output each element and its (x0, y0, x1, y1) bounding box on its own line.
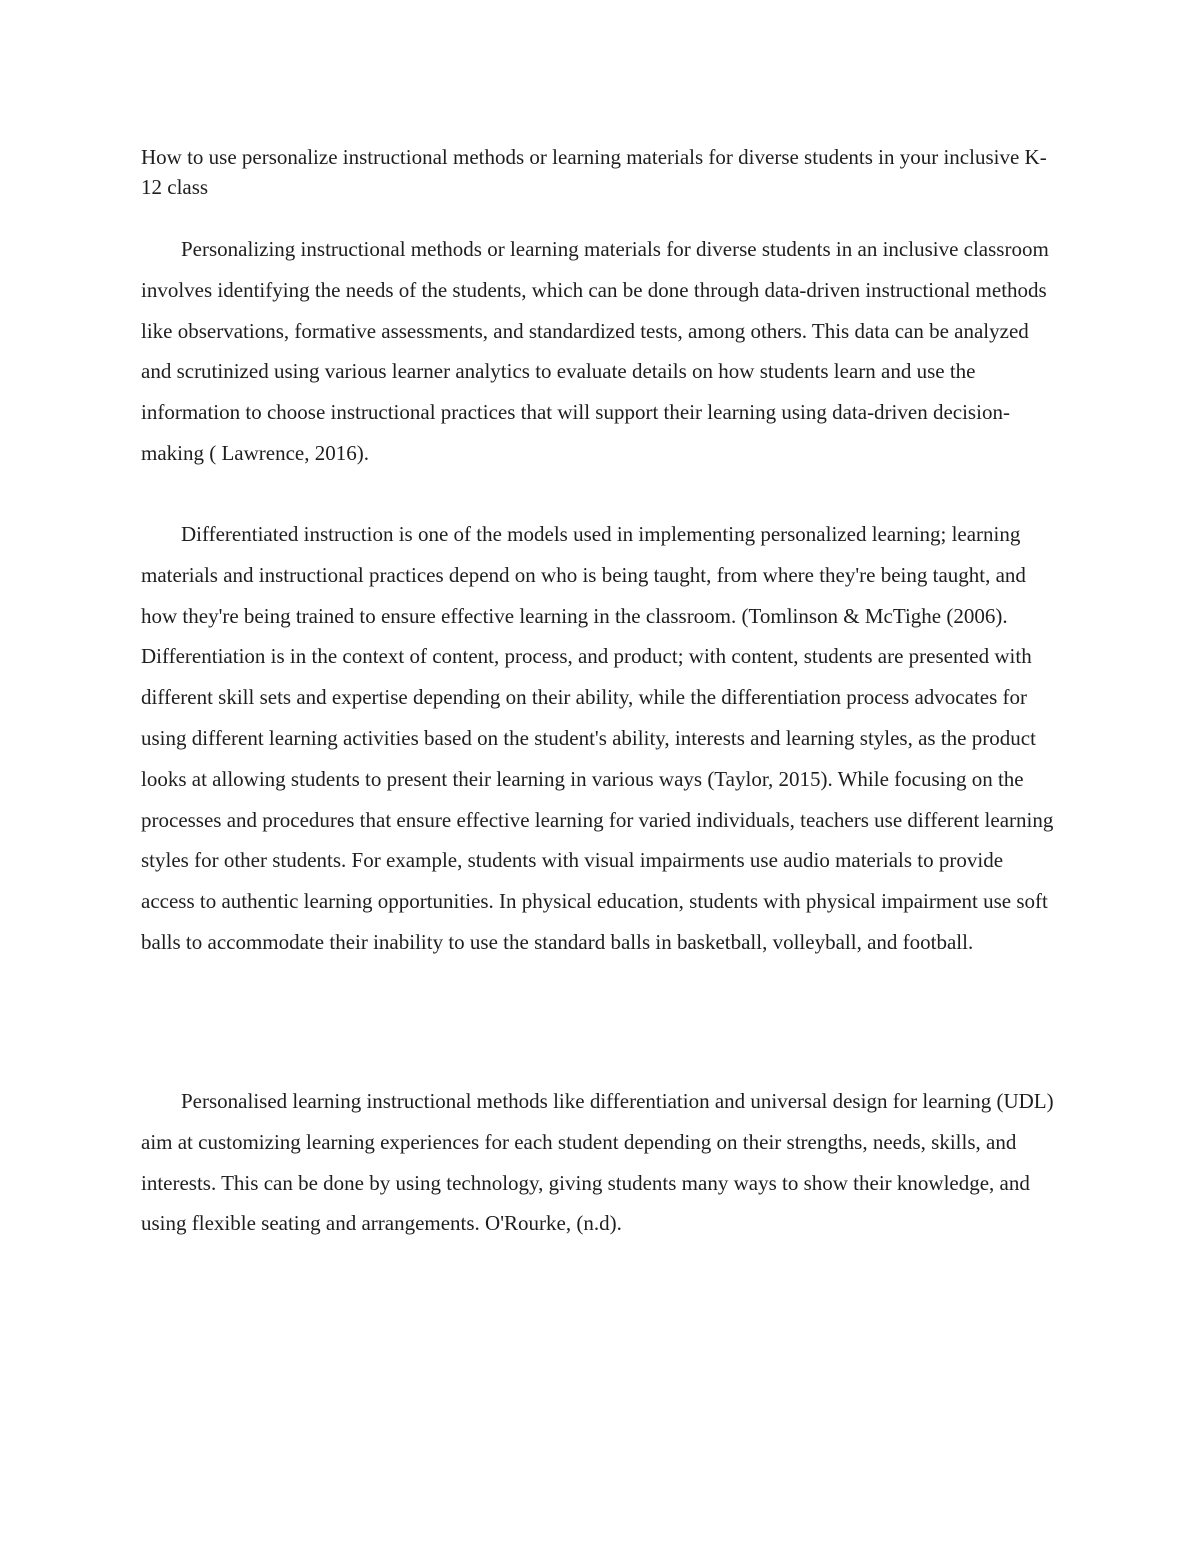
document-title: How to use personalize instructional methods or learning materials for diverse students in your inclusive K-12 class (141, 145, 1047, 199)
body-paragraph-2: Differentiated instruction is one of the models used in implementing personalized learning; learning materials and instructional practices depend on who is being taught, from where they're being taught, and how they're being trained to ensure effective learning in the classroom. (Tomlinson & McTighe (2006). Differentiation is in the context of content, process, and product; with content, students are presented with different skill sets and expertise depending on their ability, while the differentiation process advocates for using different learning activities based on the student's ability, interests and learning styles, as the product looks at allowing students to present their learning in various ways (Taylor, 2015). While focusing on the processes and procedures that ensure effective learning for varied individuals, teachers use different learning styles for other students. For example, students with visual impairments use audio materials to provide access to authentic learning opportunities. In physical education, students with physical impairment use soft balls to accommodate their inability to use the standard balls in basketball, volleyball, and football. (141, 522, 1054, 954)
body-paragraph-3: Personalised learning instructional methods like differentiation and universal design for learning (UDL) aim at customizing learning experiences for each student depending on their strengths, needs, skills, and interests. This can be done by using technology, giving students many ways to show their knowledge, and using flexible seating and arrangements. O'Rourke, (n.d). (141, 1089, 1054, 1236)
body-paragraph-1: Personalizing instructional methods or learning materials for diverse students in an inclusive classroom involves identifying the needs of the students, which can be done through data-driven instructional methods like observations, formative assessments, and standardized tests, among others. This data can be analyzed and scrutinized using various learner analytics to evaluate details on how students learn and use the information to choose instructional practices that will support their learning using data-driven decision-making ( Lawrence, 2016). (141, 237, 1049, 465)
